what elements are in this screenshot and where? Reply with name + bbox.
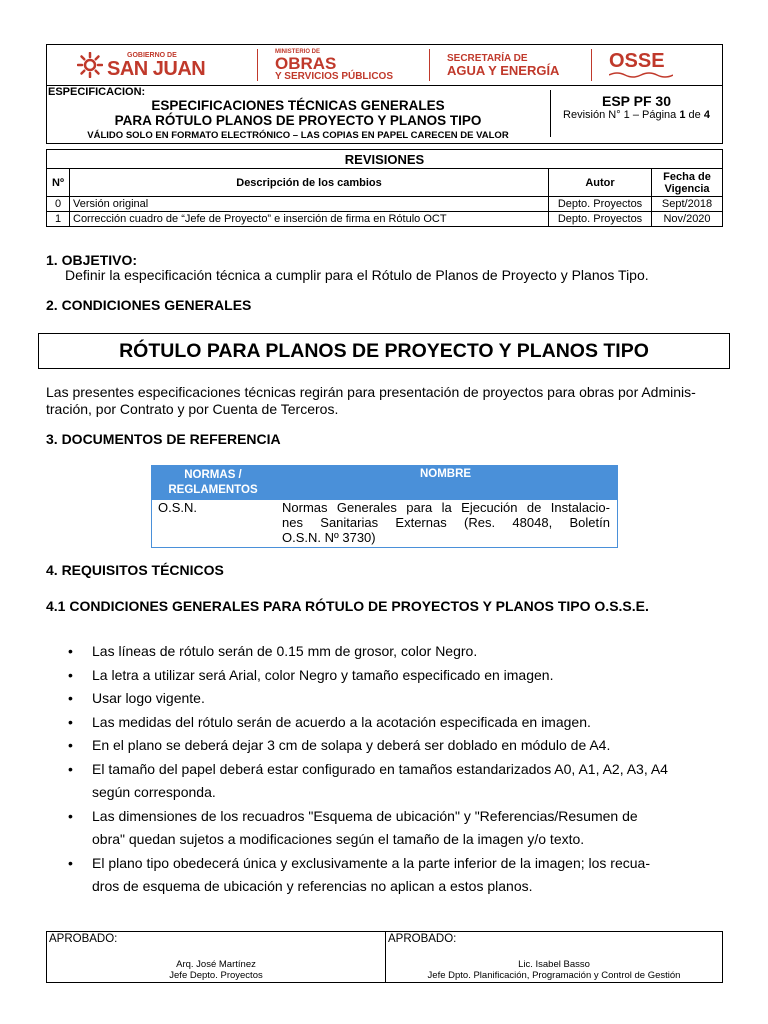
rev-header-desc: Descripción de los cambios [70,169,549,197]
norms-header-col2: NOMBRE [419,468,472,480]
logo-separator [429,49,430,81]
banner-box [38,333,730,369]
table-row [47,197,723,212]
sun-emblem-icon [77,52,103,78]
footer-left-label: APROBADO: [49,933,118,945]
norms-row-name-line3: O.S.N. Nº 3730) [282,530,376,545]
ministerio-big: OBRAS [275,53,337,73]
list-item: • Las medidas del rótulo serán de acuerdo a la acotación especificada en imagen. [68,711,668,735]
section-4-title: 4. REQUISITOS TÉCNICOS [46,562,224,578]
norms-header-col1-line2: REGLAMENTOS [168,484,258,496]
logo-header [46,44,723,86]
section-2-title: 2. CONDICIONES GENERALES [46,297,252,313]
gobierno-san-juan-logo [77,45,205,85]
list-item: • Las dimensiones de los recuadros "Esquema de ubicación" y "Referencias/Resumen de [68,805,668,829]
norms-row-name-line2: nes Sanitarias Externas (Res. 48048, Boletín [282,515,610,530]
banner-title: RÓTULO PARA PLANOS DE PROYECTO Y PLANOS TIPO [119,339,649,362]
osse-logo [609,45,673,85]
ministerio-small: MINISTERIO DE [275,48,321,55]
spec-revision [550,109,723,121]
requirements-list [68,640,668,899]
rev-author: Depto. Proyectos [549,212,652,227]
section-1-text: Definir la especificación técnica a cumplir para el Rótulo de Planos de Proyecto y Planos Tipo. [65,267,649,283]
norms-row-name-line1: Normas Generales para la Ejecución de Instalacio- [282,500,610,515]
list-item: • El plano tipo obedecerá única y exclusivamente a la parte inferior de la imagen; los recua- [68,852,668,876]
list-item: • El tamaño del papel deberá estar configurado en tamaños estandarizados A0, A1, A2, A3, A4 [68,758,668,782]
section-2-text-1: Las presentes especificaciones técnicas regirán para presentación de proyectos para obras por Adminis- [46,384,696,400]
wave-icon [609,71,673,79]
list-item: • La letra a utilizar será Arial, color Negro y tamaño especificado en imagen. [68,664,668,688]
revision-page: 1 [679,109,686,121]
rev-date: Nov/2020 [652,212,723,227]
norms-header-col1 [152,468,274,498]
rev-header-author: Autor [549,169,652,197]
rev-desc: Versión original [70,197,549,212]
list-item: • Usar logo vigente. [68,687,668,711]
rev-desc: Corrección cuadro de “Jefe de Proyecto” e inserción de firma en Rótulo OCT [70,212,549,227]
footer-right-name: Lic. Isabel Basso [518,959,590,970]
secretaria-logo [447,45,559,85]
norms-header-col1-line1: NORMAS / [184,469,242,481]
spec-validity: VÁLIDO SOLO EN FORMATO ELECTRÓNICO – LAS COPIAS EN PAPEL CARECEN DE VALOR [87,130,509,141]
table-row [47,212,723,227]
list-item-continuation: según corresponda. [92,784,216,800]
revision-prefix: Revisión N° 1 – Página [563,109,680,121]
footer-left-role: Jefe Depto. Proyectos [169,970,263,981]
list-item-continuation: obra" quedan sujetos a modificaciones según el tamaño de la imagen y/o texto. [92,831,585,847]
revision-pages: 4 [703,109,710,121]
revisions-title: REVISIONES [47,150,723,169]
rev-header-date: Fecha de Vigencia [652,169,723,197]
list-item: • Las líneas de rótulo serán de 0.15 mm de grosor, color Negro. [68,640,668,664]
logo-separator [257,49,258,81]
ministerio-logo [275,45,393,85]
section-1-title: 1. OBJETIVO: [46,252,138,268]
rev-date: Sept/2018 [652,197,723,212]
logo-separator [591,49,592,81]
gobierno-small: GOBIERNO DE [127,51,177,59]
section-4-1-title: 4.1 CONDICIONES GENERALES PARA RÓTULO DE PROYECTOS Y PLANOS TIPO O.S.S.E. [46,598,649,614]
norms-row-name [282,500,610,545]
spec-label: ESPECIFICACION: [48,86,146,98]
osse-text: OSSE [609,50,665,72]
footer-right-role: Jefe Dpto. Planificación, Programación y Control de Gestión [427,970,681,981]
footer-left-name: Arq. José Martínez [176,959,256,970]
rev-author: Depto. Proyectos [549,197,652,212]
norms-table [151,465,618,548]
norms-row-code: O.S.N. [158,500,198,515]
approval-footer [46,931,723,983]
list-item-continuation: dros de esquema de ubicación y referencias no aplican a estos planos. [92,878,533,894]
revisions-table [46,149,723,227]
ministerio-sub: Y SERVICIOS PÚBLICOS [275,70,393,82]
secretaria-line1: SECRETARÍA DE [447,52,528,64]
rev-header-n: Nº [47,169,70,197]
spec-code: ESP PF 30 [601,93,671,109]
revision-of: de [685,109,704,121]
spec-title-2: PARA RÓTULO PLANOS DE PROYECTO Y PLANOS TIPO [114,113,482,128]
secretaria-line2: AGUA Y ENERGÍA [447,62,560,78]
spec-title-1: ESPECIFICACIONES TÉCNICAS GENERALES [151,98,445,113]
section-2-text-2: tración, por Contrato y por Cuenta de Terceros. [46,401,339,417]
rev-n: 1 [47,212,70,227]
footer-right-label: APROBADO: [388,933,457,945]
gobierno-big: SAN JUAN [107,57,206,80]
list-item: • En el plano se deberá dejar 3 cm de solapa y deberá ser doblado en módulo de A4. [68,734,668,758]
rev-n: 0 [47,197,70,212]
section-3-title: 3. DOCUMENTOS DE REFERENCIA [46,431,281,447]
